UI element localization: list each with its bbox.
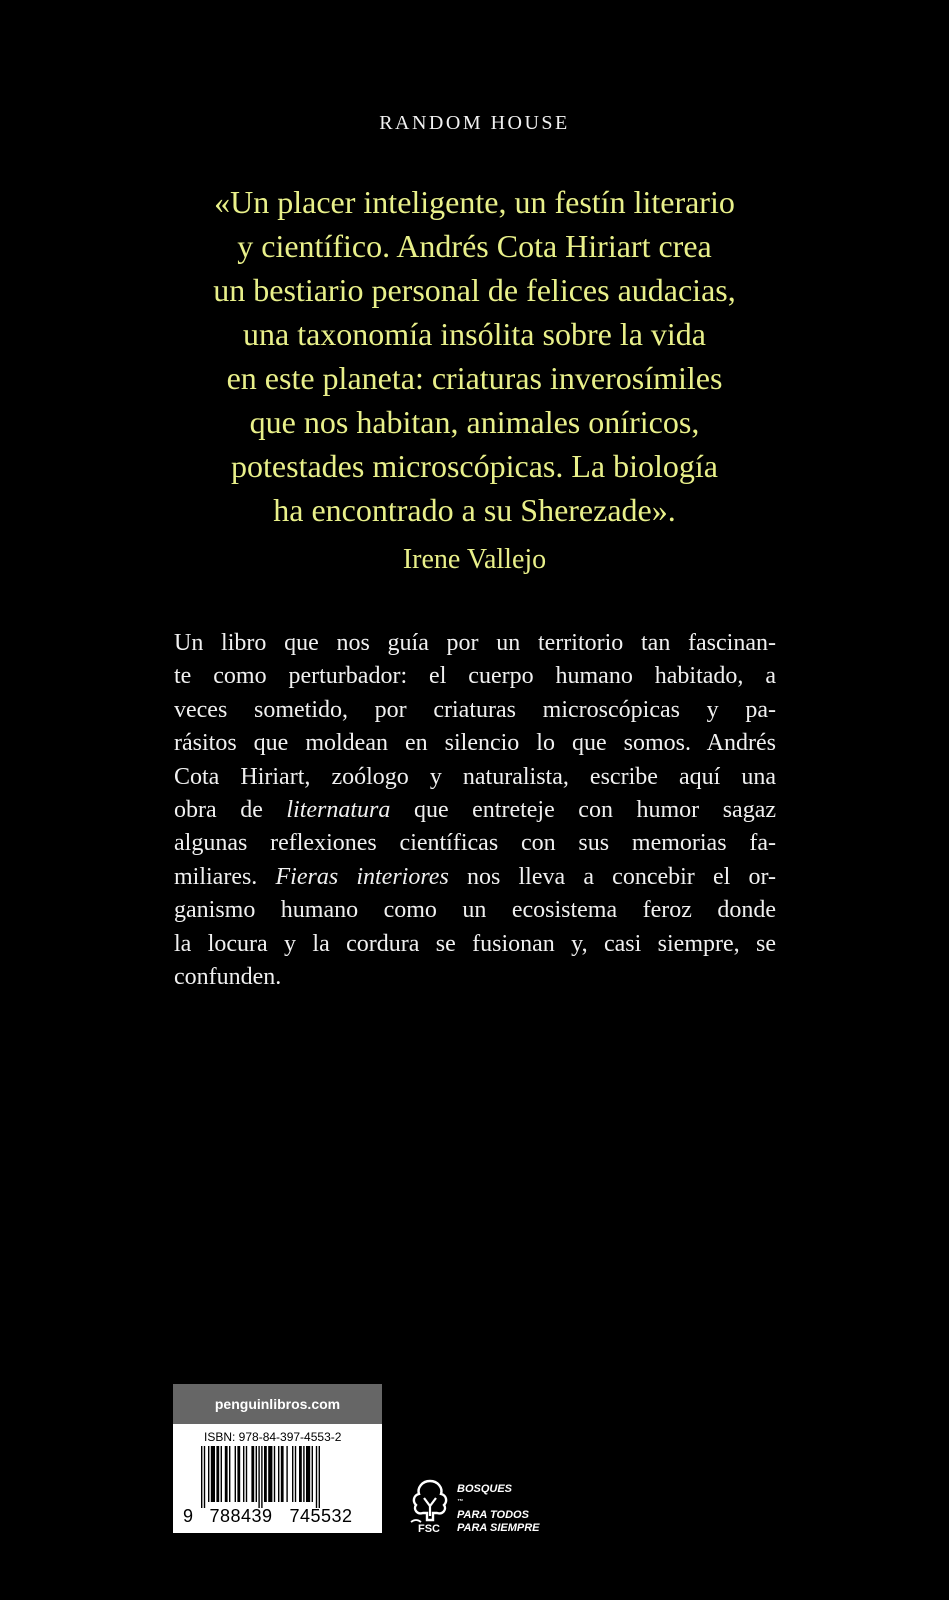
fsc-slogan-line: PARA TODOS: [457, 1509, 529, 1521]
book-synopsis: [174, 627, 776, 994]
barcode-digits: [183, 1506, 378, 1527]
barcode-bar: [225, 1446, 228, 1502]
synopsis-line: Cota Hiriart, zoólogo y naturalista, escribe aquí una: [174, 763, 776, 790]
quote-line: un bestiario personal de felices audacias,: [213, 272, 736, 308]
italic-term: liternatura: [286, 796, 391, 823]
synopsis-line: te como perturbador: el cuerpo humano habitado, a: [174, 663, 776, 690]
synopsis-line: ganismo humano como un ecosistema feroz donde: [174, 897, 776, 924]
barcode-bar: [295, 1446, 296, 1502]
barcode-bar: [221, 1446, 222, 1502]
barcode-bar: [292, 1446, 293, 1502]
quote-line: en este planeta: criaturas inverosímiles: [226, 360, 723, 396]
barcode-bar: [258, 1446, 259, 1508]
quote-author: Irene Vallejo: [402, 544, 547, 575]
synopsis-line: confunden.: [174, 963, 282, 990]
quote-line: ha encontrado a su Sherezade».: [273, 492, 676, 528]
fsc-slogan: [457, 1483, 540, 1535]
barcode-bar: [281, 1446, 284, 1502]
barcode-bar: [208, 1446, 209, 1502]
publisher-website: penguinlibros.com: [173, 1384, 382, 1424]
barcode-bar: [204, 1446, 205, 1508]
barcode-bar: [316, 1446, 317, 1508]
barcode-bar: [264, 1446, 267, 1502]
synopsis-text: que entreteje con humor sagaz: [390, 796, 776, 823]
fsc-slogan-line: PARA SIEMPRE: [457, 1522, 540, 1534]
synopsis-line: [174, 794, 776, 827]
barcode-bar: [261, 1446, 262, 1508]
quote-line: «Un placer inteligente, un festín literario: [214, 184, 735, 220]
synopsis-line: rásitos que moldean en silencio lo que somos. Andrés: [174, 730, 776, 757]
barcode-bar: [303, 1446, 304, 1502]
barcode-bar: [312, 1446, 313, 1502]
isbn-label: ISBN: 978-84-397-4553-2: [204, 1430, 342, 1444]
fsc-tree-icon: [408, 1478, 452, 1524]
barcode-first-digit: 9: [183, 1506, 194, 1526]
synopsis-line: algunas reflexiones científicas con sus memorias fa-: [174, 830, 776, 857]
barcode-right-digits: 745532: [289, 1506, 353, 1526]
quote-line: y científico. Andrés Cota Hiriart crea: [237, 228, 712, 264]
blurb-quote: [130, 180, 819, 532]
fsc-slogan-word: BOSQUES: [457, 1483, 513, 1495]
book-title-italic: Fieras interiores: [275, 863, 449, 890]
publisher-name: RANDOM HOUSE: [379, 112, 570, 134]
barcode-bar: [237, 1446, 240, 1502]
barcode-bar: [299, 1446, 302, 1502]
barcode-bar: [201, 1446, 202, 1508]
barcode-icon: [201, 1446, 359, 1508]
synopsis-line: Un libro que nos guía por un territorio tan fascinan-: [174, 630, 776, 656]
barcode-bar: [286, 1446, 287, 1502]
synopsis-text: miliares.: [174, 863, 276, 890]
fsc-slogan-line: [457, 1483, 540, 1509]
quote-line: potestades microscópicas. La biología: [231, 448, 718, 484]
barcode-bar: [235, 1446, 236, 1502]
fsc-label: FSC: [418, 1523, 440, 1535]
synopsis-line: [174, 861, 776, 894]
barcode-bar: [268, 1446, 272, 1502]
synopsis-text: nos lleva a concebir el or-: [448, 863, 776, 890]
barcode-bar: [256, 1446, 257, 1502]
synopsis-text: obra de: [174, 796, 287, 823]
barcode-bar: [246, 1446, 247, 1502]
barcode-left-digits: 788439: [209, 1506, 273, 1526]
barcode-bar: [243, 1446, 244, 1502]
barcode-bar: [319, 1446, 320, 1508]
quote-line: una taxonomía insólita sobre la vida: [243, 316, 706, 352]
barcode-bar: [216, 1446, 219, 1502]
barcode-bar: [274, 1446, 275, 1502]
barcode-bar: [229, 1446, 230, 1502]
trademark-mark: ™: [457, 1499, 463, 1505]
synopsis-line: veces sometido, por criaturas microscópicas y pa-: [174, 696, 776, 723]
barcode-panel: [173, 1384, 382, 1533]
barcode-bar: [306, 1446, 310, 1502]
barcode-bar: [251, 1446, 254, 1502]
fsc-logo: [408, 1478, 558, 1538]
barcode-bar: [278, 1446, 279, 1502]
quote-line: que nos habitan, animales oníricos,: [249, 404, 700, 440]
barcode-bar: [211, 1446, 215, 1502]
synopsis-line: la locura y la cordura se fusionan y, casi siempre, se: [174, 930, 776, 957]
